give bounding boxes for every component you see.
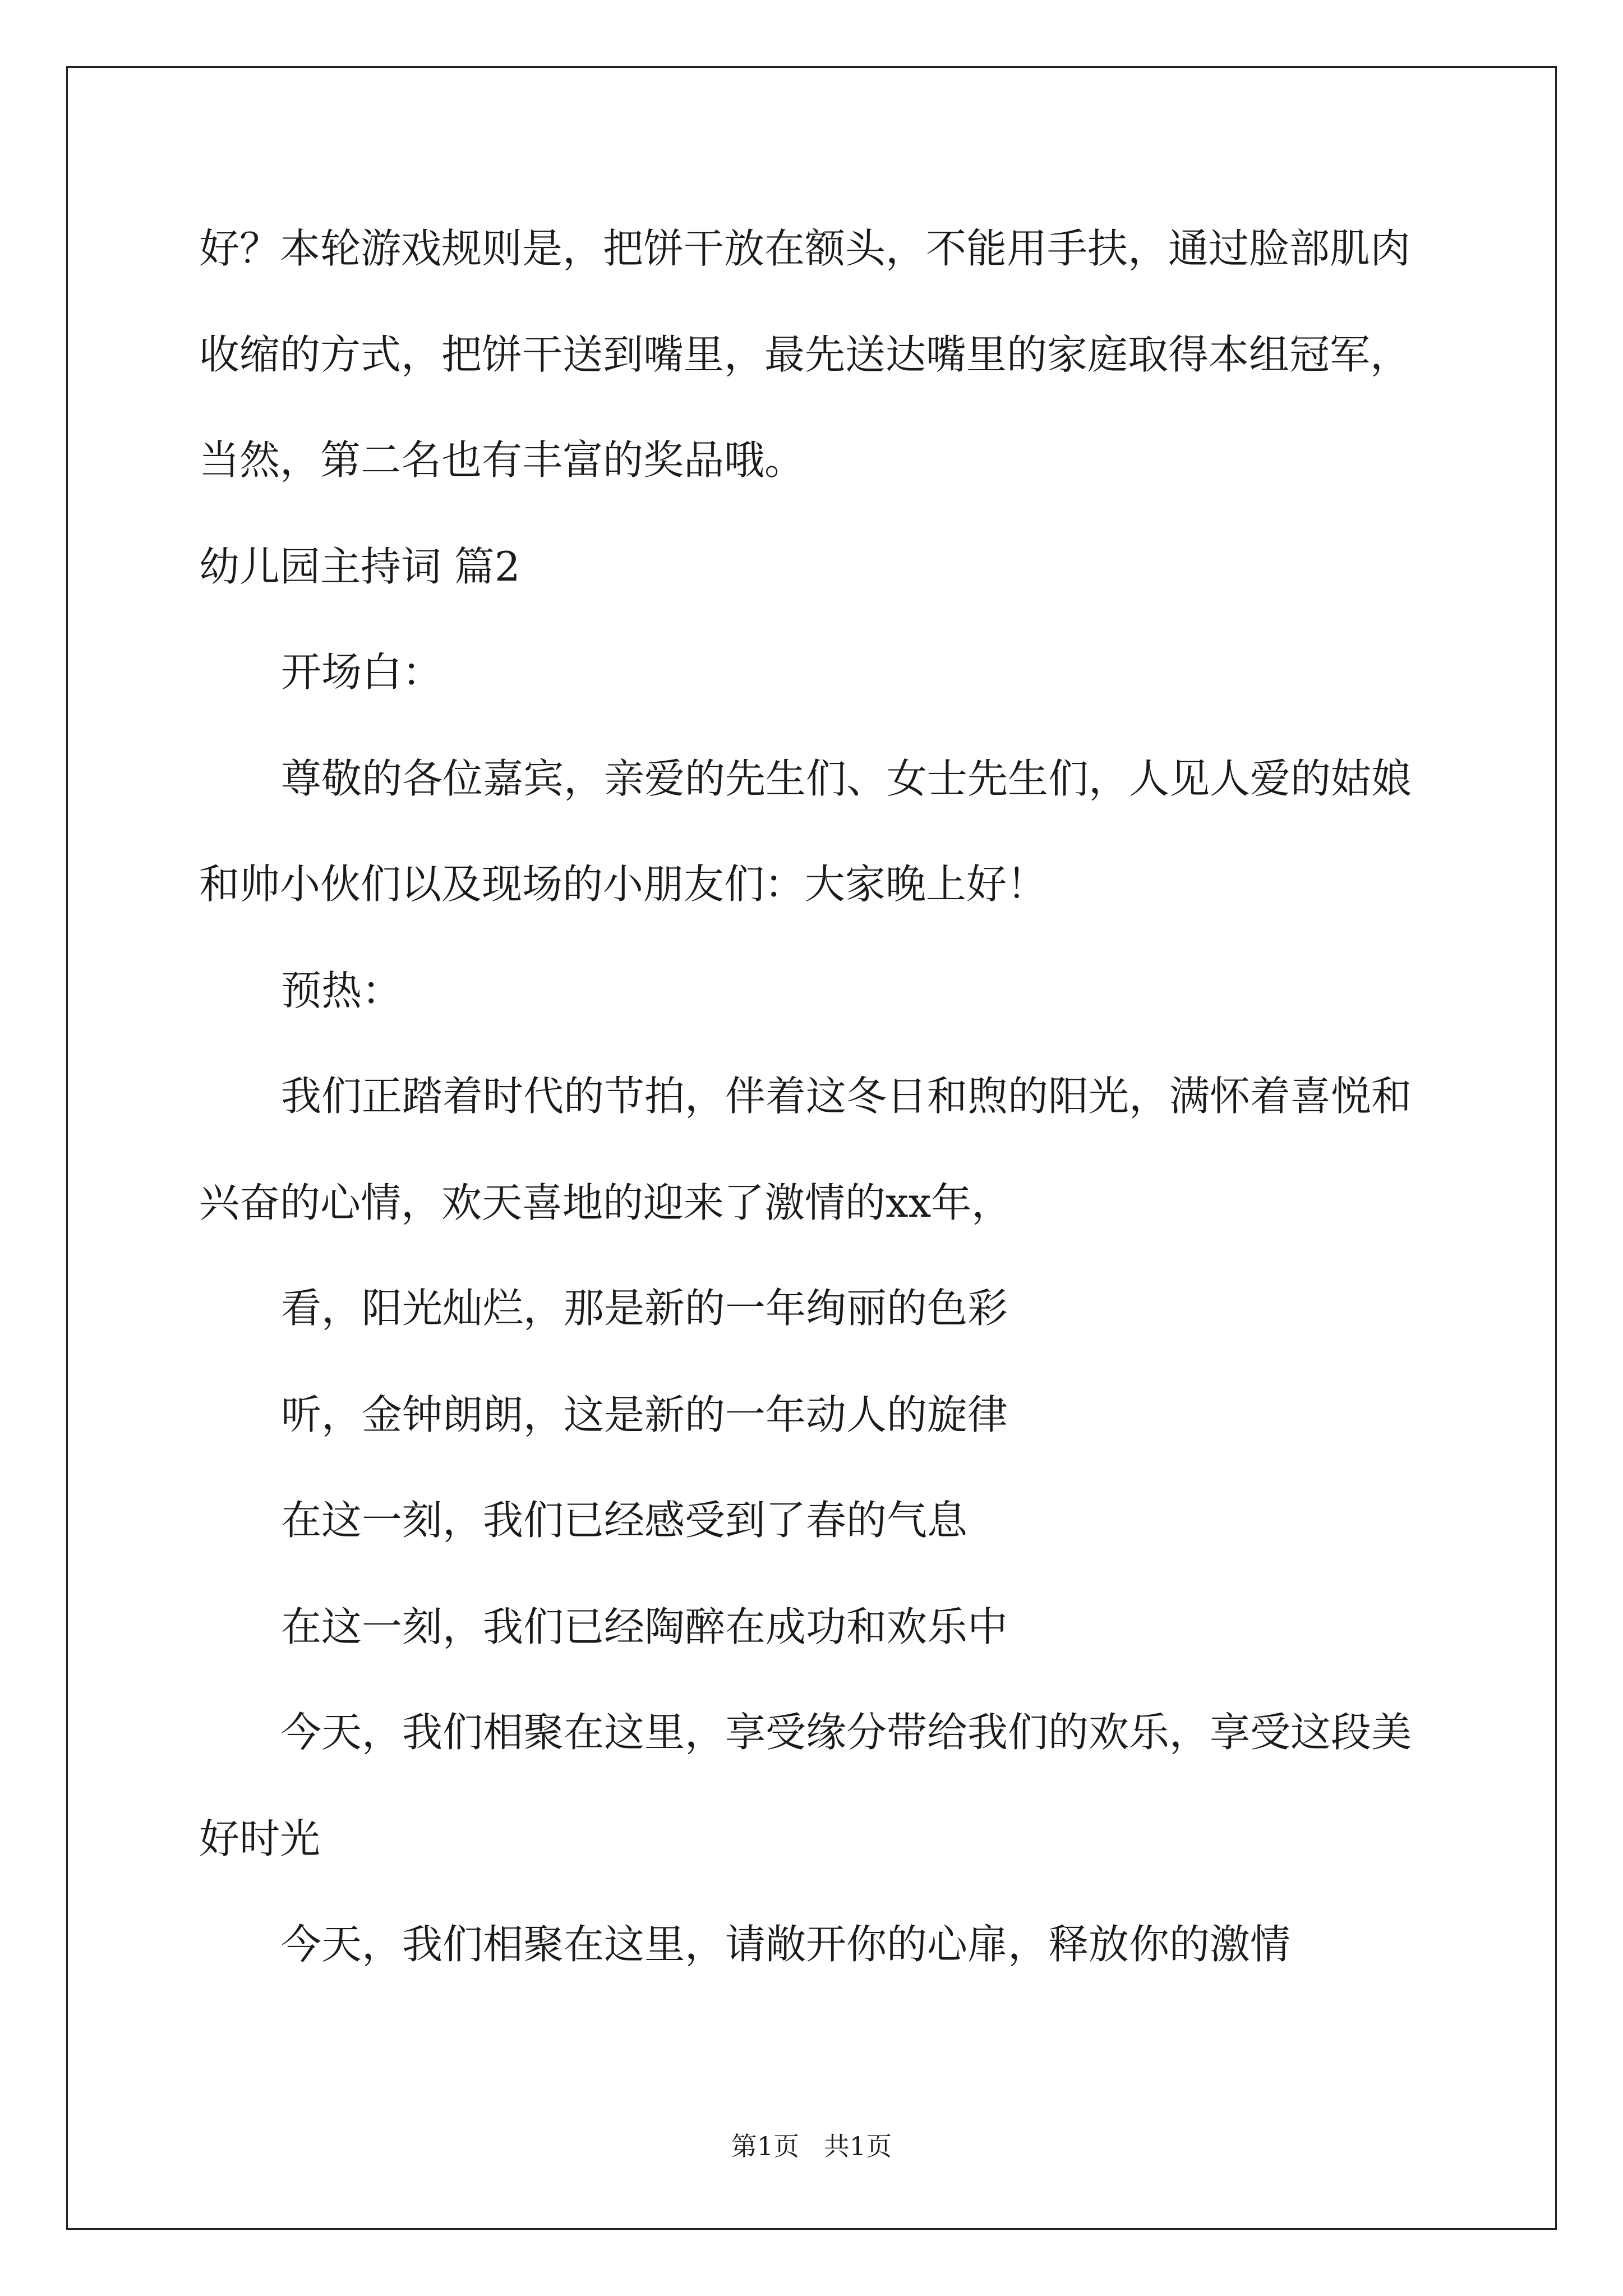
text-line: 预热：	[281, 967, 403, 1014]
page-number: 第1页 共1页	[731, 2131, 892, 2161]
text-line: 今天，我们相聚在这里，享受缘分带给我们的欢乐，享受这段美	[281, 1709, 1412, 1756]
text-line: 好时光	[199, 1815, 321, 1862]
text-line: 当然，第二名也有丰富的奖品哦。	[199, 436, 805, 484]
text-line: 今天，我们相聚在这里，请敞开你的心扉，释放你的激情	[281, 1921, 1291, 1968]
text-line: 开场白：	[281, 648, 443, 696]
text-line: 收缩的方式，把饼干送到嘴里，最先送达嘴里的家庭取得本组冠军，	[199, 331, 1411, 378]
text-line: 听，金钟朗朗，这是新的一年动人的旋律	[281, 1391, 1008, 1438]
text-line: 看，阳光灿烂，那是新的一年绚丽的色彩	[281, 1285, 1008, 1332]
section-heading: 幼儿园主持词 篇2	[199, 543, 520, 590]
text-line: 在这一刻，我们已经陶醉在成功和欢乐中	[281, 1603, 1008, 1650]
text-line: 尊敬的各位嘉宾，亲爱的先生们、女士先生们，人见人爱的姑娘	[281, 755, 1412, 802]
page-border	[66, 66, 1557, 2230]
text-line: 在这一刻，我们已经感受到了春的气息	[281, 1497, 968, 1544]
text-line: 我们正踏着时代的节拍，伴着这冬日和煦的阳光，满怀着喜悦和	[281, 1073, 1412, 1120]
text-line: 兴奋的心情，欢天喜地的迎来了激情的xx年，	[199, 1179, 1012, 1226]
text-line: 好？本轮游戏规则是，把饼干放在额头，不能用手扶，通过脸部肌肉	[199, 225, 1411, 272]
text-line: 和帅小伙们以及现场的小朋友们：大家晚上好！	[199, 861, 1048, 908]
